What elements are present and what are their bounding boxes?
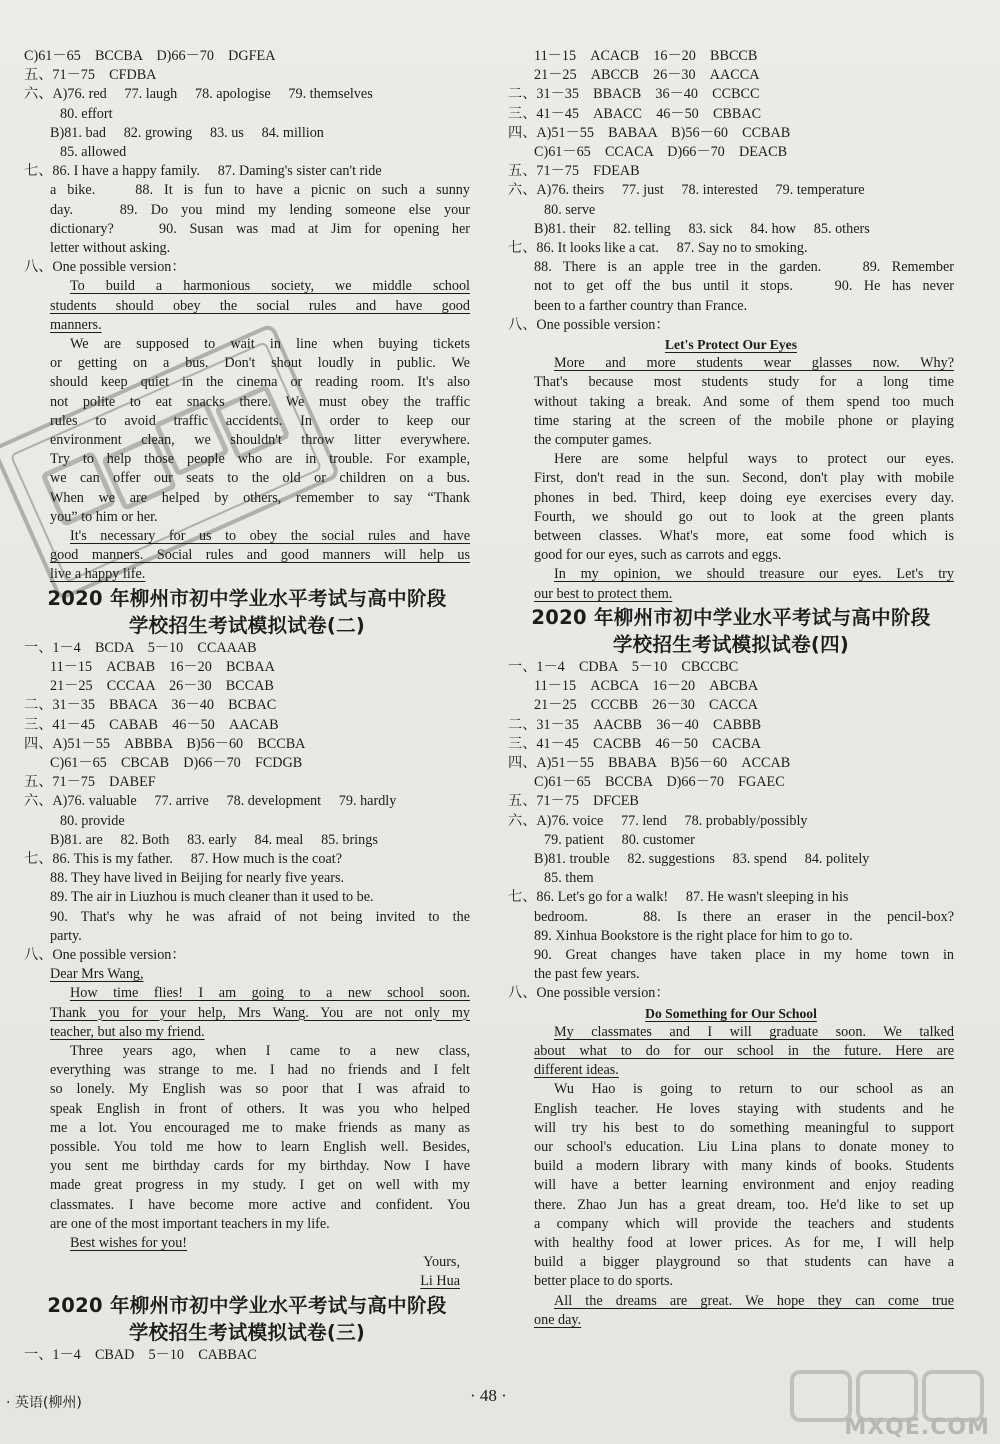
- text-line: 八、One possible version：: [24, 259, 186, 276]
- text-line: not polite to eat snacks there. We must obey the traffic: [50, 393, 470, 410]
- text-line: 90. That's why he was afraid of not being invited to the: [50, 908, 470, 925]
- text-line: 三、41－45 CACBB 46－50 CACBA: [508, 735, 762, 752]
- text-line: C)61－65 BCCBA D)66－70 DGFEA: [24, 48, 276, 64]
- text-line: 六、A)76. theirs 77. just 78. interested 79. temperature: [508, 182, 865, 199]
- text-line: More and more students wear glasses now. Why?: [554, 355, 954, 372]
- text-line: 88. There is an apple tree in the garden. 89. Remember: [534, 259, 954, 276]
- section-title: 学校招生考试模拟试卷(四): [612, 632, 850, 656]
- text-line: the past few years.: [534, 966, 640, 983]
- text-line: 80. provide: [60, 812, 125, 829]
- text-line: How time flies! I am going to a new school soon.: [70, 985, 470, 1002]
- text-line: about what to do for our school in the future. Here are: [534, 1042, 954, 1059]
- text-line: It's necessary for us to obey the social rules and have: [70, 528, 470, 545]
- text-line: not to get off the bus until it stops. 90. He has never: [534, 278, 954, 295]
- text-line: 21－25 CCCBB 26－30 CACCA: [534, 697, 758, 714]
- text-line: we can offer our seats to the old or children on a bus.: [50, 470, 470, 487]
- text-line: made great progress in my study. I get on well with my: [50, 1177, 470, 1194]
- text-line: Do Something for Our School: [645, 1005, 817, 1021]
- right-column: [508, 47, 954, 1330]
- text-line: party.: [50, 927, 82, 944]
- text-line: 四、A)51－55 ABBBA B)56－60 BCCBA: [24, 735, 306, 752]
- text-line: 11－15 ACACB 16－20 BBCCB: [534, 48, 758, 64]
- text-line: environment clean, we shouldn't throw litter everywhere.: [50, 432, 470, 449]
- text-line: the computer games.: [534, 432, 652, 449]
- text-line: C)61－65 CBCAB D)66－70 FCDGB: [50, 754, 303, 771]
- text-line: better place to do sports.: [534, 1273, 674, 1290]
- text-line: Yours,: [423, 1254, 460, 1271]
- text-line: dictionary? 90. Susan was mad at Jim for opening her: [50, 220, 470, 237]
- text-line: or getting on a bus. Don't shout loudly in public. We: [50, 355, 470, 372]
- text-line: 三、41－45 CABAB 46－50 AACAB: [24, 716, 279, 733]
- text-line: will have a better learning environment and enjoy reading: [534, 1177, 954, 1194]
- text-line: 四、A)51－55 BBABA B)56－60 ACCAB: [508, 754, 791, 771]
- text-line: 七、86. I have a happy family. 87. Daming's sister can't ride: [24, 163, 382, 180]
- text-line: will try his best to do something meaningful to support: [534, 1119, 954, 1136]
- text-line: with healthy food at lower prices. As for me, I will help: [534, 1234, 954, 1251]
- text-line: without taking a break. And some of them spend too much: [534, 393, 954, 410]
- text-line: All the dreams are great. We hope they can come true: [554, 1292, 954, 1309]
- text-line: 二、31－35 BBACA 36－40 BCBAC: [24, 697, 277, 714]
- text-line: Thank you for your help, Mrs Wang. You are not only my: [50, 1004, 470, 1021]
- text-line: My classmates and I will graduate soon. We talked: [554, 1023, 954, 1040]
- text-line: me a lot. You encouraged me to make friends as many as: [50, 1119, 470, 1136]
- text-line: so lonely. My English was so poor that I was afraid to: [50, 1081, 470, 1098]
- text-line: 80. effort: [60, 105, 113, 122]
- text-line: 88. They have lived in Beijing for nearly five years.: [50, 870, 345, 887]
- text-line: Wu Hao is going to return to our school as an: [554, 1081, 954, 1098]
- text-line: When we are helped by others, remember to say “Thank: [50, 489, 470, 506]
- text-line: English teacher. He loves staying with students and he: [534, 1100, 954, 1117]
- text-line: are one of the most important teachers in my life.: [50, 1215, 330, 1232]
- text-line: 八、One possible version：: [24, 946, 186, 963]
- text-line: 一、1－4 BCDA 5－10 CCAAAB: [24, 639, 257, 656]
- text-line: 21－25 ABCCB 26－30 AACCA: [534, 67, 760, 84]
- section-title: 学校招生考试模拟试卷(二): [128, 613, 366, 637]
- text-line: Li Hua: [420, 1273, 460, 1290]
- text-line: B)81. their 82. telling 83. sick 84. how 85. others: [534, 220, 870, 237]
- text-line: 二、31－35 BBACB 36－40 CCBCC: [508, 86, 760, 103]
- text-line: Here are some helpful ways to protect our eyes.: [554, 451, 954, 468]
- text-line: 六、A)76. voice 77. lend 78. probably/possibly: [508, 812, 808, 829]
- text-line: one day.: [534, 1311, 582, 1328]
- text-line: 90. Great changes have taken place in my home town in: [534, 946, 954, 963]
- text-line: live a happy life.: [50, 566, 146, 583]
- text-line: We are supposed to wait in line when buying tickets: [70, 336, 470, 353]
- text-line: letter without asking.: [50, 240, 171, 257]
- text-line: 89. Xinhua Bookstore is the right place for him to go to.: [534, 927, 853, 944]
- text-line: 85. allowed: [60, 144, 127, 161]
- text-line: different ideas.: [534, 1062, 619, 1079]
- text-line: bedroom. 88. Is there an eraser in the pencil-box?: [534, 908, 954, 925]
- page-number: · 48 ·: [470, 1386, 507, 1405]
- text-line: 80. serve: [544, 201, 596, 218]
- text-line: 八、One possible version：: [508, 985, 670, 1002]
- text-line: 一、1－4 CBAD 5－10 CABBAC: [24, 1346, 257, 1363]
- text-line: Best wishes for you!: [70, 1234, 188, 1251]
- text-line: 六、A)76. red 77. laugh 78. apologise 79. themselves: [24, 86, 373, 103]
- text-line: B)81. are 82. Both 83. early 84. meal 85. brings: [50, 831, 378, 848]
- text-line: teacher, but also my friend.: [50, 1023, 205, 1040]
- watermark-text: MXQE.COM: [844, 1415, 990, 1440]
- text-line: Fourth, we should go out to look at the green plants: [534, 508, 954, 525]
- text-line: a bike. 88. It is fun to have a picnic on such a sunny: [50, 182, 470, 199]
- text-line: 六、A)76. valuable 77. arrive 78. development 79. hardly: [24, 793, 397, 810]
- text-line: you sent me birthday cards for my birthday. Now I have: [50, 1158, 470, 1175]
- text-line: 七、86. This is my father. 87. How much is the coat?: [24, 850, 342, 867]
- text-line: 五、71－75 DFCEB: [508, 793, 639, 810]
- text-line: 五、71－75 FDEAB: [508, 163, 640, 180]
- text-line: build a bigger playground so that students can have a: [534, 1254, 954, 1271]
- text-line: good for our eyes, such as carrots and eggs.: [534, 547, 782, 564]
- text-line: Try to help those people who are in trouble. For example,: [50, 451, 470, 468]
- text-line: manners.: [50, 316, 102, 333]
- text-line: 21－25 CCCAA 26－30 BCCAB: [50, 678, 274, 695]
- text-line: 七、86. It looks like a cat. 87. Say no to smoking.: [508, 240, 808, 257]
- text-line: 二、31－35 AACBB 36－40 CABBB: [508, 716, 762, 733]
- text-line: our best to protect them.: [534, 585, 673, 602]
- section-title: 2020 年柳州市初中学业水平考试与高中阶段: [47, 1293, 447, 1317]
- text-line: our school's education. Liu Lina plans to donate money to: [534, 1138, 954, 1155]
- text-line: To build a harmonious society, we middle school: [70, 278, 470, 295]
- text-line: Three years ago, when I came to a new class,: [70, 1042, 470, 1059]
- text-line: 三、41－45 ABACC 46－50 CBBAC: [508, 105, 762, 122]
- text-line: Let's Protect Our Eyes: [664, 337, 797, 353]
- text-line: B)81. bad 82. growing 83. us 84. million: [50, 124, 324, 141]
- site-watermark: [790, 1370, 990, 1440]
- text-line: day. 89. Do you mind my lending someone else your: [50, 201, 470, 218]
- text-line: 四、A)51－55 BABAA B)56－60 CCBAB: [508, 124, 791, 141]
- section-title: 2020 年柳州市初中学业水平考试与高中阶段: [47, 586, 447, 610]
- text-line: there. Zhao Jun has a great dream, too. He'd like to set up: [534, 1196, 954, 1213]
- text-line: 八、One possible version：: [508, 316, 670, 333]
- text-line: C)61－65 BCCBA D)66－70 FGAEC: [534, 774, 785, 791]
- text-line: 11－15 ACBCA 16－20 ABCBA: [534, 678, 759, 695]
- text-line: you” to him or her.: [50, 508, 158, 525]
- text-line: speak English in front of others. It was you who helped: [50, 1100, 470, 1117]
- text-line: phones in bed. Third, keep doing eye exercises every day.: [534, 489, 954, 506]
- text-line: 85. them: [544, 870, 594, 887]
- text-line: Dear Mrs Wang,: [50, 966, 144, 983]
- text-line: 89. The air in Liuzhou is much cleaner than it used to be.: [50, 889, 374, 906]
- text-line: good manners. Social rules and good manners will help us: [50, 547, 470, 564]
- text-line: In my opinion, we should treasure our eyes. Let's try: [554, 566, 954, 583]
- text-line: 一、1－4 CDBA 5－10 CBCCBC: [508, 658, 739, 675]
- text-line: 五、71－75 DABEF: [24, 774, 156, 791]
- text-line: 11－15 ACBAB 16－20 BCBAA: [50, 658, 275, 675]
- text-line: a company which will provide the teachers and students: [534, 1215, 954, 1232]
- text-line: between classes. What's more, eat some food which is: [534, 528, 954, 545]
- text-line: First, don't read in the sun. Second, don't play with mobile: [534, 470, 954, 487]
- section-title: 学校招生考试模拟试卷(三): [128, 1320, 366, 1344]
- text-line: rules to avoid traffic accidents. In order to keep our: [50, 412, 470, 429]
- left-column: [24, 47, 470, 1365]
- text-line: C)61－65 CCACA D)66－70 DEACB: [534, 144, 788, 161]
- text-line: B)81. trouble 82. suggestions 83. spend 84. politely: [534, 850, 870, 867]
- text-line: been to a farther country than France.: [534, 297, 748, 314]
- subject-label: · 英语(柳州): [6, 1395, 82, 1411]
- text-line: time staring at the screen of the mobile phone or playing: [534, 412, 954, 429]
- text-line: everything was strange to me. I had no friends and I felt: [50, 1062, 470, 1079]
- section-title: 2020 年柳州市初中学业水平考试与高中阶段: [531, 605, 931, 629]
- text-line: possible. You told me how to learn English well. Besides,: [50, 1138, 470, 1155]
- text-line: build a modern library with many kinds of books. Students: [534, 1158, 954, 1175]
- text-line: That's because most students study for a long time: [534, 374, 954, 391]
- text-line: 五、71－75 CFDBA: [24, 67, 157, 84]
- text-line: 79. patient 80. customer: [544, 831, 695, 848]
- text-line: 七、86. Let's go for a walk! 87. He wasn't sleeping in his: [508, 889, 849, 906]
- text-line: classmates. I have become more active and confident. You: [50, 1196, 470, 1213]
- text-line: should keep quiet in the cinema or reading room. It's also: [50, 374, 470, 391]
- text-line: students should obey the social rules and have good: [50, 297, 470, 314]
